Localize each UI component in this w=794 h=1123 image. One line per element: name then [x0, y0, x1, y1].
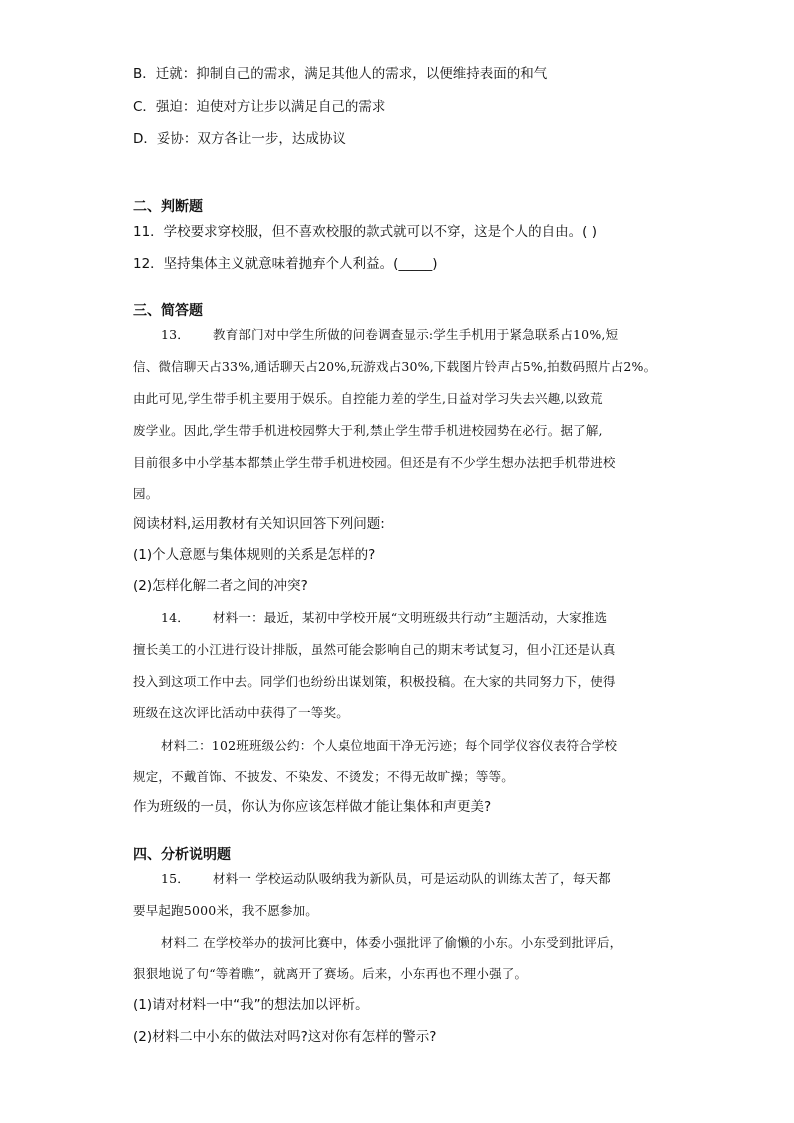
q13-sub-2: (2)怎样化解二者之间的冲突?	[133, 578, 308, 594]
q14-material2-line-2: 规定，不戴首饰、不披发、不染发、不烫发；不得无故旷操；等等。	[133, 769, 515, 784]
q15-sub-2: (2)材料二中小东的做法对吗?这对你有怎样的警示?	[133, 1029, 437, 1045]
q14-line-1: 14． 材料一：最近，某初中学校开展“文明班级共行动”主题活动，大家推选	[161, 608, 607, 628]
question-11: 11．学校要求穿校服，但不喜欢校服的款式就可以不穿，这是个人的自由。( )	[133, 224, 598, 240]
choice-d: D．妥协：双方各让一步，达成协议	[133, 131, 346, 147]
q13-line-4: 废学业。因此,学生带手机进校园弊大于利,禁止学生带手机进校园势在必行。据了解,	[133, 423, 603, 438]
q13-line-1: 13． 教育部门对中学生所做的问卷调查显示:学生手机用于紧急联系占10%,短	[161, 325, 618, 345]
section-title-analysis: 四、分析说明题	[133, 847, 231, 863]
q15-material2-line-2: 狠狠地说了句“等着瞧”，就离开了赛场。后来，小东再也不理小强了。	[133, 966, 528, 981]
q14-line-3: 投入到这项工作中去。同学们也纷纷出谋划策，积极投稿。在大家的共同努力下，使得	[133, 674, 616, 689]
q13-sub-1: (1)个人意愿与集体规则的关系是怎样的?	[133, 547, 376, 563]
choice-b: B．迁就：抑制自己的需求，满足其他人的需求，以便维持表面的和气	[133, 66, 548, 82]
q14-number: 14．	[161, 610, 191, 625]
q13-line-5: 目前很多中小学基本都禁止学生带手机进校园。但还是有不少学生想办法把手机带进校	[133, 455, 616, 470]
q15-line-2: 要早起跑5000米，我不愿参加。	[133, 903, 319, 918]
q13-line-3: 由此可见,学生带手机主要用于娱乐。自控能力差的学生,日益对学习失去兴趣,以致荒	[133, 391, 603, 406]
q13-line-6: 园。	[133, 486, 159, 501]
q15-number: 15．	[161, 871, 191, 886]
section-title-short-answer: 三、简答题	[133, 303, 203, 319]
q15-sub-1: (1)请对材料一中“我”的想法加以评析。	[133, 997, 369, 1013]
section-title-judgement: 二、判断题	[133, 199, 203, 215]
q14-line-4: 班级在这次评比活动中获得了一等奖。	[133, 705, 349, 720]
q14-material2-line-1: 材料二：102班班级公约：个人桌位地面干净无污迹；每个同学仪容仪表符合学校	[161, 738, 618, 753]
q15-line-1: 15． 材料一 学校运动队吸纳我为新队员，可是运动队的训练太苦了，每天都	[161, 869, 611, 889]
q13-line-2: 信、微信聊天占33%,通话聊天占20%,玩游戏占30%,下载图片铃声占5%,拍数码照片占2%。	[133, 359, 657, 374]
q14-line-2: 擅长美工的小江进行设计排版，虽然可能会影响自己的期末考试复习，但小江还是认真	[133, 642, 616, 657]
question-12: 12．坚持集体主义就意味着抛弃个人利益。(_____)	[133, 256, 438, 272]
q13-prompt: 阅读材料,运用教材有关知识回答下列问题:	[133, 516, 385, 532]
q14-question: 作为班级的一员，你认为你应该怎样做才能让集体和声更美?	[133, 799, 492, 815]
choice-c: C．强迫：迫使对方让步以满足自己的需求	[133, 99, 386, 115]
q13-number: 13．	[161, 327, 191, 342]
q15-material2-line-1: 材料二 在学校举办的拔河比赛中，体委小强批评了偷懒的小东。小东受到批评后，	[161, 935, 623, 950]
